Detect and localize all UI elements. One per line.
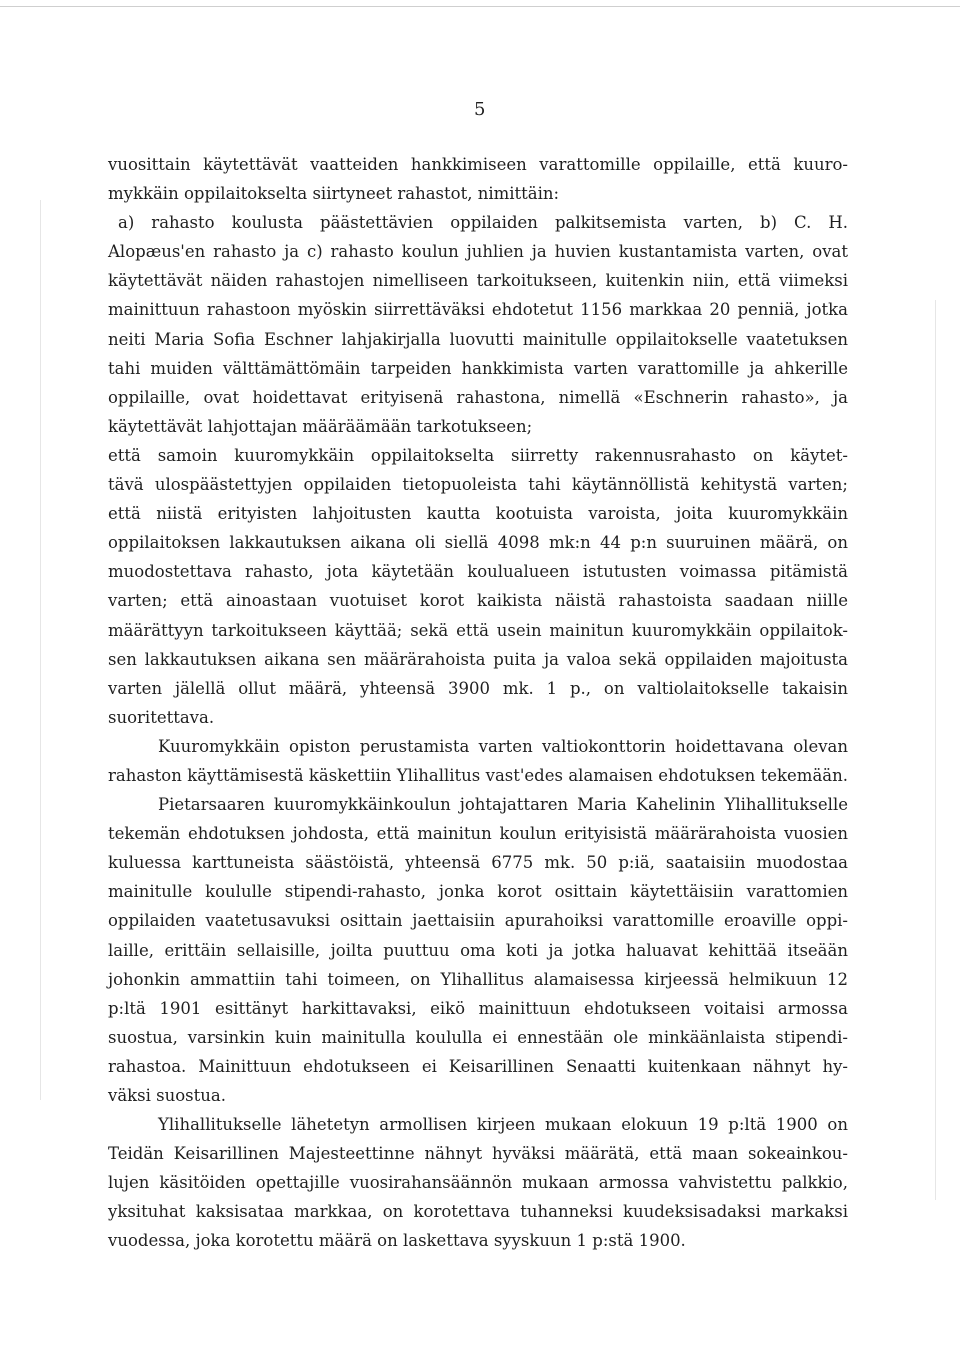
text-line: rahastoa. Mainittuun ehdotukseen ei Keisarillinen Senaatti kuitenkaan nähnyt hy- bbox=[108, 1056, 848, 1076]
text-line: tahi muiden välttämättömäin tarpeiden hankkimista varten varattomille ja ahkerille bbox=[108, 358, 848, 378]
text-line: mykkäin oppilaitokselta siirtyneet rahastot, nimittäin: bbox=[108, 184, 560, 204]
text-line: muodostettava rahasto, jota käytetään koulualueen istutusten voimassa pitämistä bbox=[108, 562, 848, 582]
text-line: neiti Maria Sofia Eschner lahjakirjalla luovutti mainitulle oppilaitokselle vaatetuksen bbox=[108, 329, 848, 349]
text-line: oppilaiden vaatetusavuksi osittain jaettaisiin apurahoiksi varattomille eroaville oppi- bbox=[108, 911, 848, 931]
text-line: vuosittain käytettävät vaatteiden hankkimiseen varattomille oppilaille, että kuuro- bbox=[108, 155, 848, 174]
text-line: käytettävät lahjottajan määräämään tarkotukseen; bbox=[108, 416, 533, 436]
scan-edge-top bbox=[0, 6, 960, 7]
text-line: Ylihallitukselle lähetetyn armollisen kirjeen mukaan elokuun 19 p:ltä 1900 on bbox=[158, 1115, 848, 1135]
text-line: oppilaitoksen lakkautuksen aikana oli siellä 4098 mk:n 44 p:n suuruinen määrä, on bbox=[108, 533, 848, 553]
text-line: rahaston käyttämisestä käskettiin Ylihallitus vast'edes alamaisen ehdotuksen tekemään. bbox=[108, 765, 848, 785]
text-line: laille, erittäin sellaisille, joilta puuttuu oma koti ja jotka haluavat kehittää itseään bbox=[108, 940, 848, 960]
text-line: Kuuromykkäin opiston perustamista varten valtiokonttorin hoidettavana olevan bbox=[158, 736, 848, 756]
scan-edge-left bbox=[40, 200, 41, 1100]
page-number: 5 bbox=[474, 99, 486, 120]
text-line: yksituhat kaksisataa markkaa, on korotettava tuhanneksi kuudeksisadaksi markaksi bbox=[108, 1202, 848, 1222]
text-line: Pietarsaaren kuuromykkäinkoulun johtajattaren Maria Kahelinin Ylihallitukselle bbox=[158, 795, 848, 815]
text-line: että niistä erityisten lahjoitusten kautta kootuista varoista, joita kuuromykkäin bbox=[108, 504, 848, 524]
text-line: määrättyyn tarkoitukseen käyttää; sekä että usein mainitun kuuromykkäin oppilaitok- bbox=[108, 620, 848, 640]
text-line: varten jälellä ollut määrä, yhteensä 3900 mk. 1 p., on valtiolaitokselle takaisin bbox=[108, 678, 848, 698]
text-line: varten; että ainoastaan vuotuiset korot kaikista näistä rahastoista saadaan niille bbox=[108, 591, 848, 611]
text-line: p:ltä 1901 esittänyt harkittavaksi, eikö mainittuun ehdotukseen voitaisi armossa bbox=[108, 998, 848, 1018]
text-line: vuodessa, joka korotettu määrä on laskettava syyskuun 1 p:stä 1900. bbox=[108, 1231, 686, 1251]
body-text bbox=[108, 150, 848, 1256]
text-line: kuluessa karttuneista säästöistä, yhteensä 6775 mk. 50 p:iä, saataisiin muodostaa bbox=[108, 853, 848, 873]
scan-edge-right bbox=[935, 300, 936, 1200]
text-line: lujen käsitöiden opettajille vuosirahansäännön mukaan armossa vahvistettu palkkio, bbox=[108, 1173, 848, 1193]
text-line: että samoin kuuromykkäin oppilaitokselta siirretty rakennusrahasto on käytet- bbox=[108, 445, 848, 465]
text-line: tävä ulospäästettyjen oppilaiden tietopuoleista tahi käytännöllistä kehitystä varten; bbox=[108, 475, 848, 495]
text-line: oppilaille, ovat hoidettavat erityisenä rahastona, nimellä «Eschnerin rahasto», ja bbox=[108, 387, 848, 407]
text-line: mainitulle koululle stipendi-rahasto, jonka korot osittain käytettäisiin varattomien bbox=[108, 882, 848, 902]
text-line: käytettävät näiden rahastojen nimelliseen tarkoitukseen, kuitenkin niin, että viimeksi bbox=[108, 271, 848, 291]
text-line: Teidän Keisarillinen Majesteettinne nähnyt hyväksi määrätä, että maan sokeainkou- bbox=[108, 1144, 848, 1164]
text-line: tekemän ehdotuksen johdosta, että mainitun koulun erityisistä määrärahoista vuosien bbox=[108, 824, 848, 844]
text-line: väksi suostua. bbox=[108, 1086, 226, 1105]
text-line: sen lakkautuksen aikana sen määrärahoista puita ja valoa sekä oppilaiden majoitusta bbox=[108, 649, 848, 669]
text-line: mainittuun rahastoon myöskin siirrettäväksi ehdotetut 1156 markkaa 20 penniä, jotka bbox=[108, 300, 848, 320]
text-line: suostua, varsinkin kuin mainitulla koululla ei ennestään ole minkäänlaista stipendi- bbox=[108, 1027, 848, 1047]
text-line: a) rahasto koulusta päästettävien oppilaiden palkitsemista varten, b) C. H. bbox=[118, 213, 848, 233]
text-line: johonkin ammattiin tahi toimeen, on Ylihallitus alamaisessa kirjeessä helmikuun 12 bbox=[108, 969, 848, 989]
text-line: Alopæus'en rahasto ja c) rahasto koulun juhlien ja huvien kustantamista varten, ovat bbox=[108, 242, 848, 262]
text-line: suoritettava. bbox=[108, 707, 215, 727]
